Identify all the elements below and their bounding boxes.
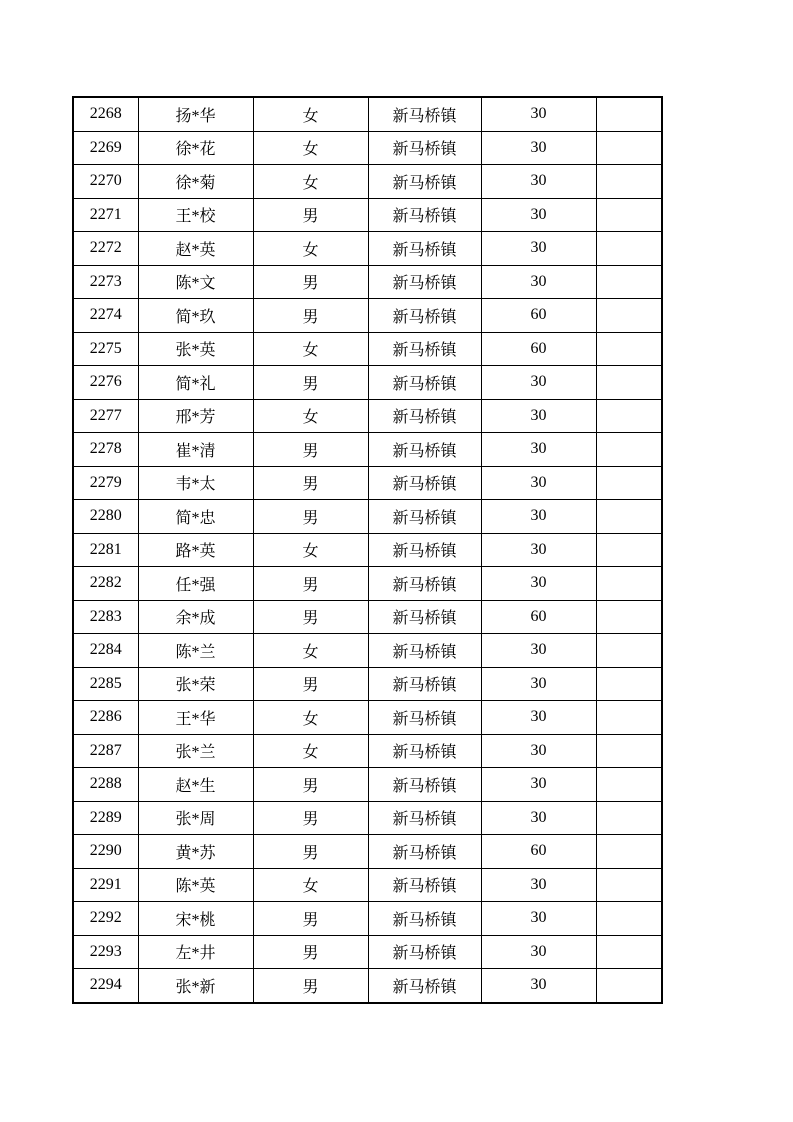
cell-serial-number: 2288 xyxy=(73,768,138,802)
cell-serial-number: 2271 xyxy=(73,198,138,232)
cell-blank xyxy=(596,500,662,534)
cell-amount: 30 xyxy=(481,97,596,131)
cell-blank xyxy=(596,734,662,768)
cell-blank xyxy=(596,969,662,1003)
cell-gender: 男 xyxy=(253,600,368,634)
table-row xyxy=(73,332,662,366)
cell-name: 任*强 xyxy=(138,567,253,601)
cell-gender: 男 xyxy=(253,567,368,601)
cell-town: 新马桥镇 xyxy=(368,667,481,701)
cell-gender: 男 xyxy=(253,366,368,400)
cell-amount: 30 xyxy=(481,232,596,266)
cell-serial-number: 2285 xyxy=(73,667,138,701)
table-body xyxy=(73,97,662,1003)
cell-amount: 30 xyxy=(481,366,596,400)
cell-name: 王*华 xyxy=(138,701,253,735)
cell-name: 张*周 xyxy=(138,801,253,835)
table-row xyxy=(73,935,662,969)
cell-blank xyxy=(596,299,662,333)
cell-amount: 30 xyxy=(481,399,596,433)
table-row xyxy=(73,667,662,701)
table-row xyxy=(73,165,662,199)
cell-serial-number: 2292 xyxy=(73,902,138,936)
cell-town: 新马桥镇 xyxy=(368,466,481,500)
cell-blank xyxy=(596,801,662,835)
cell-blank xyxy=(596,165,662,199)
cell-blank xyxy=(596,667,662,701)
cell-blank xyxy=(596,835,662,869)
cell-name: 简*玖 xyxy=(138,299,253,333)
cell-town: 新马桥镇 xyxy=(368,165,481,199)
cell-serial-number: 2280 xyxy=(73,500,138,534)
cell-gender: 男 xyxy=(253,969,368,1003)
cell-gender: 男 xyxy=(253,801,368,835)
cell-name: 黄*苏 xyxy=(138,835,253,869)
cell-name: 路*英 xyxy=(138,533,253,567)
cell-town: 新马桥镇 xyxy=(368,232,481,266)
table-row xyxy=(73,701,662,735)
cell-name: 张*荣 xyxy=(138,667,253,701)
table-row xyxy=(73,131,662,165)
cell-town: 新马桥镇 xyxy=(368,198,481,232)
cell-amount: 30 xyxy=(481,768,596,802)
cell-serial-number: 2291 xyxy=(73,868,138,902)
cell-name: 扬*华 xyxy=(138,97,253,131)
cell-town: 新马桥镇 xyxy=(368,835,481,869)
cell-blank xyxy=(596,701,662,735)
cell-blank xyxy=(596,466,662,500)
cell-town: 新马桥镇 xyxy=(368,600,481,634)
table-row xyxy=(73,265,662,299)
cell-name: 简*礼 xyxy=(138,366,253,400)
cell-name: 张*英 xyxy=(138,332,253,366)
cell-name: 左*井 xyxy=(138,935,253,969)
cell-amount: 30 xyxy=(481,868,596,902)
cell-serial-number: 2279 xyxy=(73,466,138,500)
cell-serial-number: 2274 xyxy=(73,299,138,333)
table-row xyxy=(73,433,662,467)
cell-gender: 男 xyxy=(253,768,368,802)
cell-amount: 30 xyxy=(481,667,596,701)
cell-serial-number: 2289 xyxy=(73,801,138,835)
cell-name: 崔*清 xyxy=(138,433,253,467)
cell-amount: 30 xyxy=(481,131,596,165)
cell-serial-number: 2275 xyxy=(73,332,138,366)
cell-gender: 女 xyxy=(253,533,368,567)
cell-serial-number: 2286 xyxy=(73,701,138,735)
cell-town: 新马桥镇 xyxy=(368,433,481,467)
table-row xyxy=(73,466,662,500)
cell-name: 徐*花 xyxy=(138,131,253,165)
cell-serial-number: 2273 xyxy=(73,265,138,299)
cell-town: 新马桥镇 xyxy=(368,299,481,333)
table-row xyxy=(73,533,662,567)
cell-amount: 30 xyxy=(481,634,596,668)
cell-blank xyxy=(596,868,662,902)
cell-gender: 女 xyxy=(253,734,368,768)
cell-blank xyxy=(596,567,662,601)
cell-amount: 30 xyxy=(481,734,596,768)
cell-name: 宋*桃 xyxy=(138,902,253,936)
cell-serial-number: 2290 xyxy=(73,835,138,869)
cell-blank xyxy=(596,97,662,131)
cell-town: 新马桥镇 xyxy=(368,265,481,299)
cell-serial-number: 2281 xyxy=(73,533,138,567)
cell-serial-number: 2270 xyxy=(73,165,138,199)
cell-blank xyxy=(596,935,662,969)
cell-name: 韦*太 xyxy=(138,466,253,500)
table-row xyxy=(73,969,662,1003)
table-row xyxy=(73,835,662,869)
cell-town: 新马桥镇 xyxy=(368,701,481,735)
cell-town: 新马桥镇 xyxy=(368,734,481,768)
cell-gender: 女 xyxy=(253,165,368,199)
cell-blank xyxy=(596,131,662,165)
cell-gender: 男 xyxy=(253,433,368,467)
cell-gender: 女 xyxy=(253,701,368,735)
cell-blank xyxy=(596,232,662,266)
cell-name: 张*新 xyxy=(138,969,253,1003)
beneficiary-table xyxy=(72,96,663,1004)
cell-gender: 男 xyxy=(253,500,368,534)
cell-blank xyxy=(596,634,662,668)
cell-name: 邢*芳 xyxy=(138,399,253,433)
cell-gender: 女 xyxy=(253,332,368,366)
cell-serial-number: 2269 xyxy=(73,131,138,165)
table-row xyxy=(73,902,662,936)
cell-gender: 男 xyxy=(253,466,368,500)
table-row xyxy=(73,399,662,433)
cell-town: 新马桥镇 xyxy=(368,902,481,936)
table-row xyxy=(73,868,662,902)
cell-amount: 60 xyxy=(481,835,596,869)
cell-town: 新马桥镇 xyxy=(368,634,481,668)
cell-amount: 30 xyxy=(481,165,596,199)
cell-gender: 男 xyxy=(253,265,368,299)
cell-town: 新马桥镇 xyxy=(368,399,481,433)
cell-blank xyxy=(596,768,662,802)
table-row xyxy=(73,198,662,232)
table-row xyxy=(73,734,662,768)
table-row xyxy=(73,299,662,333)
table-row xyxy=(73,500,662,534)
cell-amount: 30 xyxy=(481,433,596,467)
cell-town: 新马桥镇 xyxy=(368,868,481,902)
table-row xyxy=(73,97,662,131)
cell-amount: 30 xyxy=(481,265,596,299)
cell-amount: 30 xyxy=(481,902,596,936)
cell-gender: 男 xyxy=(253,198,368,232)
cell-town: 新马桥镇 xyxy=(368,935,481,969)
table-row xyxy=(73,768,662,802)
cell-name: 陈*文 xyxy=(138,265,253,299)
cell-town: 新马桥镇 xyxy=(368,567,481,601)
table-row xyxy=(73,366,662,400)
cell-amount: 30 xyxy=(481,500,596,534)
cell-serial-number: 2282 xyxy=(73,567,138,601)
cell-gender: 男 xyxy=(253,299,368,333)
table-row xyxy=(73,801,662,835)
cell-town: 新马桥镇 xyxy=(368,131,481,165)
table-row xyxy=(73,600,662,634)
cell-amount: 30 xyxy=(481,198,596,232)
cell-gender: 女 xyxy=(253,399,368,433)
cell-town: 新马桥镇 xyxy=(368,533,481,567)
cell-amount: 30 xyxy=(481,801,596,835)
cell-serial-number: 2283 xyxy=(73,600,138,634)
cell-gender: 女 xyxy=(253,232,368,266)
cell-blank xyxy=(596,366,662,400)
cell-name: 赵*英 xyxy=(138,232,253,266)
cell-gender: 男 xyxy=(253,835,368,869)
cell-gender: 女 xyxy=(253,131,368,165)
cell-amount: 60 xyxy=(481,600,596,634)
cell-name: 余*成 xyxy=(138,600,253,634)
cell-blank xyxy=(596,399,662,433)
table-row xyxy=(73,634,662,668)
cell-town: 新马桥镇 xyxy=(368,97,481,131)
table-row xyxy=(73,567,662,601)
cell-town: 新马桥镇 xyxy=(368,366,481,400)
cell-town: 新马桥镇 xyxy=(368,969,481,1003)
cell-name: 徐*菊 xyxy=(138,165,253,199)
cell-gender: 男 xyxy=(253,902,368,936)
cell-serial-number: 2272 xyxy=(73,232,138,266)
cell-amount: 30 xyxy=(481,466,596,500)
cell-name: 陈*兰 xyxy=(138,634,253,668)
cell-serial-number: 2287 xyxy=(73,734,138,768)
table-row xyxy=(73,232,662,266)
cell-town: 新马桥镇 xyxy=(368,768,481,802)
cell-amount: 30 xyxy=(481,567,596,601)
cell-amount: 30 xyxy=(481,533,596,567)
cell-blank xyxy=(596,533,662,567)
cell-gender: 女 xyxy=(253,868,368,902)
cell-blank xyxy=(596,600,662,634)
cell-blank xyxy=(596,265,662,299)
cell-town: 新马桥镇 xyxy=(368,500,481,534)
cell-blank xyxy=(596,902,662,936)
cell-name: 张*兰 xyxy=(138,734,253,768)
cell-amount: 60 xyxy=(481,299,596,333)
cell-blank xyxy=(596,198,662,232)
cell-gender: 男 xyxy=(253,935,368,969)
cell-name: 简*忠 xyxy=(138,500,253,534)
cell-name: 赵*生 xyxy=(138,768,253,802)
cell-town: 新马桥镇 xyxy=(368,332,481,366)
cell-gender: 女 xyxy=(253,97,368,131)
cell-serial-number: 2294 xyxy=(73,969,138,1003)
cell-amount: 60 xyxy=(481,332,596,366)
cell-serial-number: 2278 xyxy=(73,433,138,467)
cell-blank xyxy=(596,332,662,366)
cell-town: 新马桥镇 xyxy=(368,801,481,835)
cell-serial-number: 2277 xyxy=(73,399,138,433)
cell-gender: 男 xyxy=(253,667,368,701)
cell-amount: 30 xyxy=(481,969,596,1003)
cell-serial-number: 2284 xyxy=(73,634,138,668)
cell-serial-number: 2268 xyxy=(73,97,138,131)
cell-blank xyxy=(596,433,662,467)
cell-serial-number: 2293 xyxy=(73,935,138,969)
cell-name: 陈*英 xyxy=(138,868,253,902)
cell-serial-number: 2276 xyxy=(73,366,138,400)
cell-gender: 女 xyxy=(253,634,368,668)
cell-amount: 30 xyxy=(481,701,596,735)
cell-amount: 30 xyxy=(481,935,596,969)
cell-name: 王*校 xyxy=(138,198,253,232)
